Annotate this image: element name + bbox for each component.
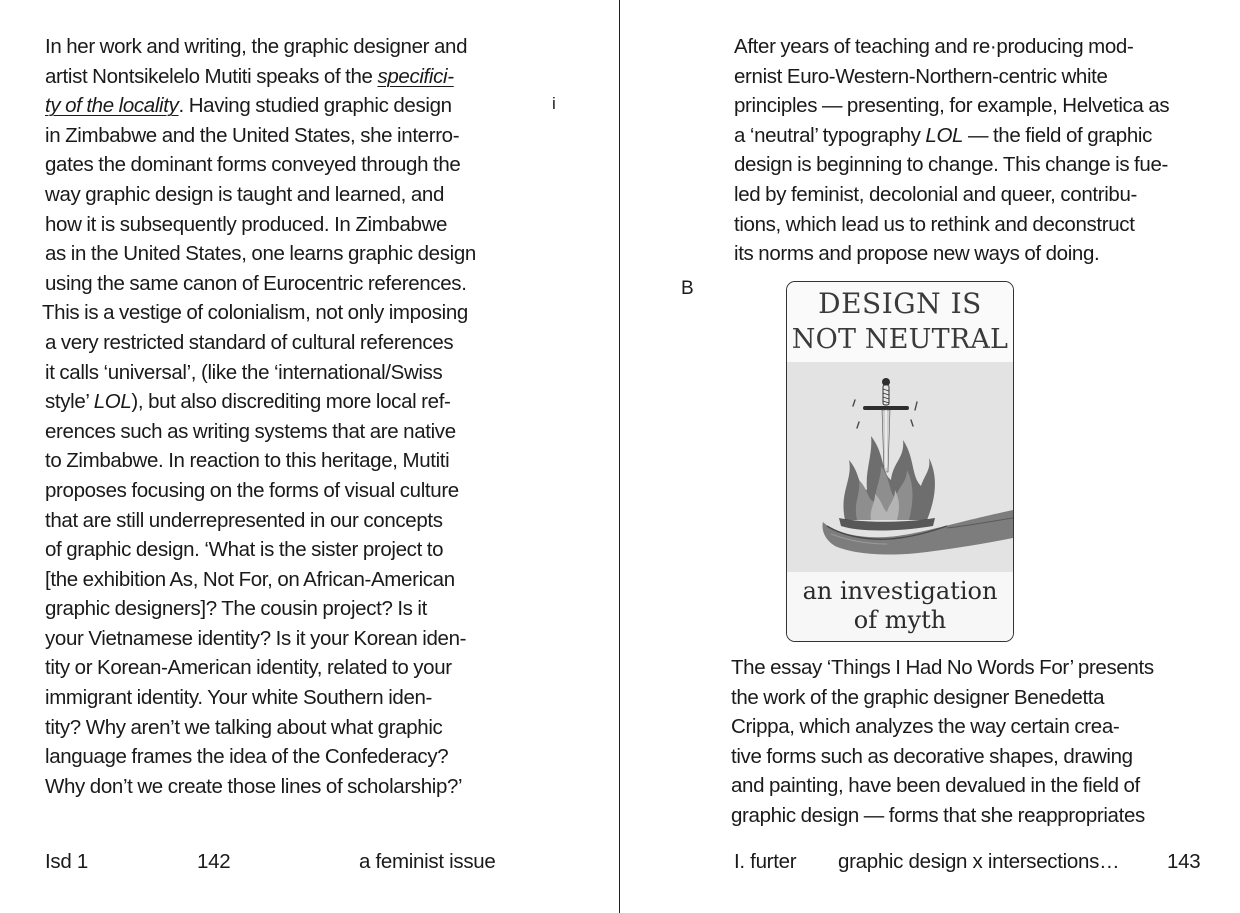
text-line: In her work and writing, the graphic designer and bbox=[45, 35, 468, 58]
right-bottom-text bbox=[731, 653, 1206, 831]
text-line: in Zimbabwe and the United States, she interro- bbox=[45, 123, 460, 147]
text-line: a very restricted standard of cultural references bbox=[45, 330, 454, 354]
text-line: The essay ‘Things I Had No Words For’ presents bbox=[731, 656, 1154, 679]
left-body-text bbox=[42, 32, 515, 801]
text-line: led by feminist, decolonial and queer, contribu- bbox=[734, 182, 1137, 206]
text-line: ernist Euro-Western-Northern-centric white bbox=[734, 64, 1108, 88]
text-line: way graphic design is taught and learned, and bbox=[45, 182, 445, 206]
text-line: [the exhibition As, Not For, on African-American bbox=[45, 567, 455, 591]
text-line bbox=[734, 121, 1204, 151]
text-line bbox=[45, 91, 515, 121]
text-line: how it is subsequently produced. In Zimbabwe bbox=[45, 212, 448, 236]
text-line: This is a vestige of colonialism, not only imposing bbox=[42, 301, 468, 325]
text-line: your Vietnamese identity? Is it your Korean iden- bbox=[45, 626, 467, 650]
emphasis-specificity: specifici- bbox=[377, 64, 454, 88]
text-line: proposes focusing on the forms of visual culture bbox=[45, 478, 459, 502]
text-run: artist Nontsikelelo Mutiti speaks of the bbox=[45, 64, 378, 88]
poster-figure bbox=[786, 281, 1014, 642]
footer-page-number: 142 bbox=[197, 850, 231, 873]
poster-heading-line: DESIGN IS bbox=[818, 287, 982, 320]
poster-caption-line: of myth bbox=[853, 606, 947, 634]
poster-caption bbox=[787, 572, 1013, 641]
text-line: erences such as writing systems that are native bbox=[45, 419, 456, 443]
text-line bbox=[45, 387, 515, 417]
text-line: Crippa, which analyzes the way certain crea- bbox=[731, 715, 1120, 739]
text-line: as in the United States, one learns graphic design bbox=[45, 242, 476, 266]
margin-note-marker[interactable]: i bbox=[552, 94, 556, 113]
poster-heading-line: NOT NEUTRAL bbox=[791, 324, 1009, 355]
emphasis-lol: LOL bbox=[925, 123, 964, 147]
text-line: tity? Why aren’t we talking about what graphic bbox=[45, 715, 443, 739]
text-line: graphic design — forms that she reappropriates bbox=[731, 803, 1145, 827]
text-line: that are still underrepresented in our concepts bbox=[45, 508, 443, 532]
footer-issue: Isd 1 bbox=[45, 850, 88, 873]
text-line: gates the dominant forms conveyed through the bbox=[45, 153, 461, 177]
text-run: ), but also discrediting more local ref- bbox=[131, 390, 451, 414]
text-line: immigrant identity. Your white Southern iden- bbox=[45, 686, 433, 710]
text-line: it calls ‘universal’, (like the ‘international/Swiss bbox=[45, 360, 443, 384]
text-line: principles — presenting, for example, Helvetica as bbox=[734, 94, 1170, 118]
text-run: style’ bbox=[45, 390, 94, 414]
text-line: the work of the graphic designer Benedetta bbox=[731, 685, 1105, 709]
right-top-text bbox=[734, 32, 1204, 269]
text-run: a ‘neutral’ typography bbox=[734, 123, 926, 147]
text-line: After years of teaching and re·producing mod- bbox=[734, 35, 1134, 58]
text-line: graphic designers]? The cousin project? Is it bbox=[45, 597, 427, 621]
text-line: Why don’t we create those lines of scholarship?’ bbox=[45, 774, 463, 798]
poster-illustration bbox=[787, 362, 1013, 572]
text-run: . Having studied graphic design bbox=[178, 94, 452, 118]
poster-caption-line: an investigation bbox=[802, 577, 998, 605]
text-line: its norms and propose new ways of doing. bbox=[734, 242, 1100, 266]
text-line: using the same canon of Eurocentric references. bbox=[45, 271, 467, 295]
footer-running-title: graphic design x intersections… bbox=[838, 850, 1120, 873]
text-line: language frames the idea of the Confederacy? bbox=[45, 745, 449, 769]
text-line: tive forms such as decorative shapes, drawing bbox=[731, 744, 1133, 768]
text-line: tity or Korean-American identity, related to your bbox=[45, 656, 452, 680]
footer-running-title: a feminist issue bbox=[359, 850, 496, 873]
text-line: and painting, have been devalued in the field of bbox=[731, 774, 1140, 798]
text-line bbox=[45, 62, 515, 92]
figure-marker: B bbox=[681, 278, 694, 299]
left-page bbox=[0, 0, 619, 913]
dagger-flame-hand-icon bbox=[787, 362, 1013, 572]
poster-heading bbox=[787, 282, 1013, 362]
text-run: — the field of graphic bbox=[963, 123, 1152, 147]
right-page bbox=[620, 0, 1240, 913]
text-line: tions, which lead us to rethink and deconstruct bbox=[734, 212, 1135, 236]
footer-page-number: 143 bbox=[1167, 850, 1201, 873]
footer-author: I. furter bbox=[734, 850, 797, 873]
emphasis-lol: LOL bbox=[93, 390, 132, 414]
text-line: design is beginning to change. This change is fue- bbox=[734, 153, 1168, 177]
text-line: to Zimbabwe. In reaction to this heritage, Mutiti bbox=[45, 449, 450, 473]
emphasis-locality: ty of the locality bbox=[45, 94, 179, 118]
text-line: of graphic design. ‘What is the sister project to bbox=[45, 538, 444, 562]
